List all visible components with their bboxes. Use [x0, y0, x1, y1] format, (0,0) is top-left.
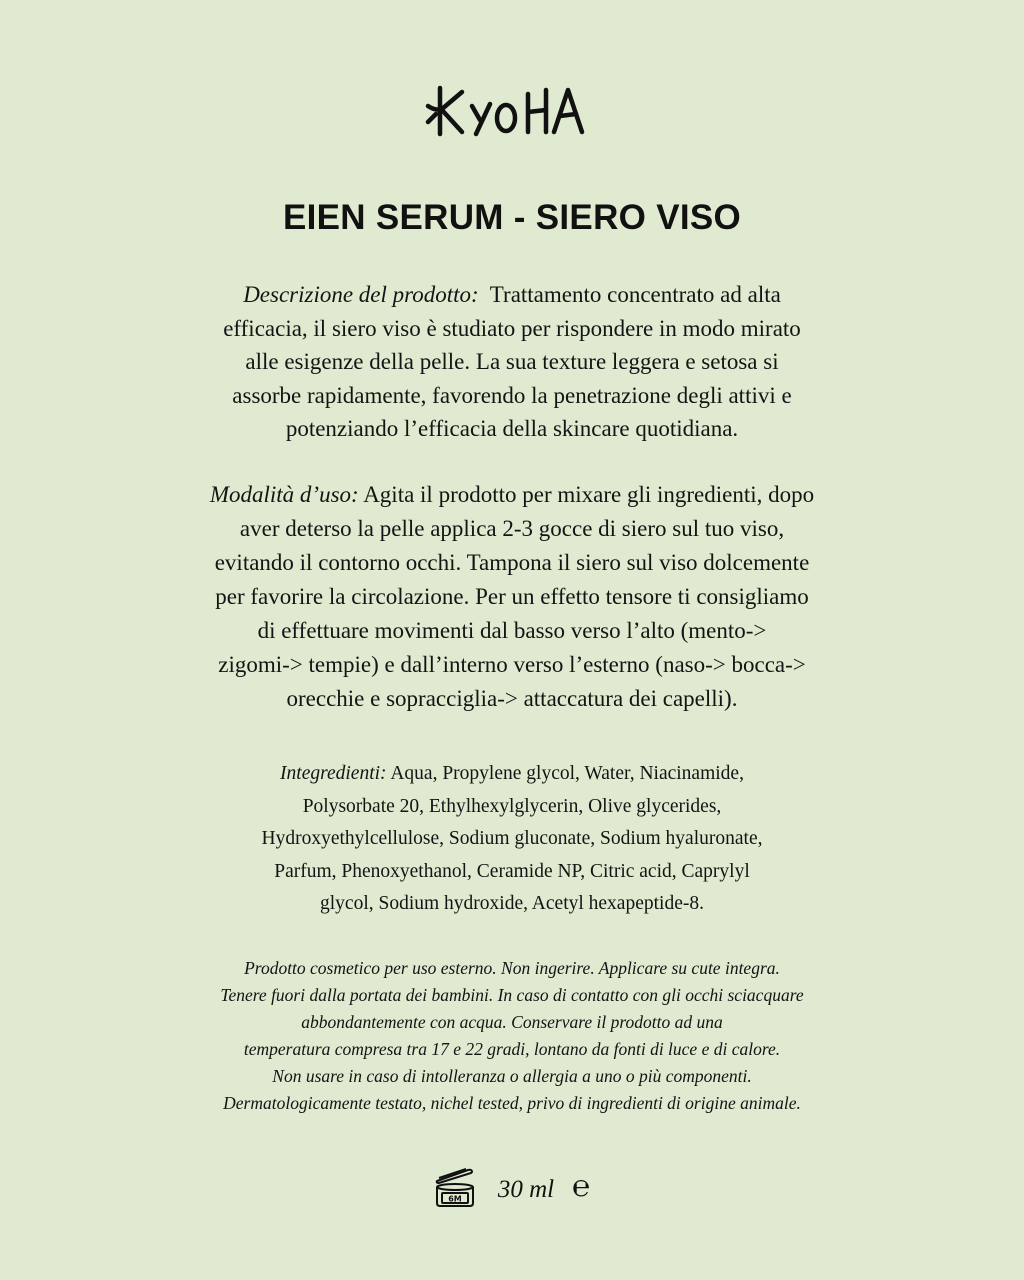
pao-jar-icon: [434, 1166, 476, 1213]
warning-line: temperatura compresa tra 17 e 22 gradi, lontano da fonti di luce e di calore.: [243, 1039, 781, 1059]
usage-line: aver deterso la pelle applica 2-3 gocce di siero sul tuo viso,: [239, 516, 785, 541]
description-line-1: [0, 278, 1024, 312]
usage-line: zigomi-> tempie) e dall’interno verso l’esterno (naso-> bocca->: [218, 652, 806, 677]
ingredients-line-1: [0, 758, 1024, 791]
ingredients-line: glycol, Sodium hydroxide, Acetyl hexapeptide-8.: [320, 893, 704, 914]
ingredients-label: Integredienti:: [280, 763, 387, 784]
description-label: Descrizione del prodotto:: [243, 282, 479, 307]
brand-logo: [0, 82, 1024, 154]
description-line: assorbe rapidamente, favorendo la penetrazione degli attivi e: [232, 382, 792, 408]
description-line: alle esigenze della pelle. La sua texture leggera e setosa si: [245, 349, 779, 374]
usage-section: [0, 478, 1024, 716]
ingredients-line: Polysorbate 20, Ethylhexylglycerin, Olive glycerides,: [302, 795, 722, 817]
usage-line: di effettuare movimenti dal basso verso l’alto (mento->: [257, 618, 767, 643]
ingredients-section: [0, 758, 1024, 921]
warning-line: Dermatologicamente testato, nichel tested, privo di ingredienti di origine animale.: [223, 1093, 801, 1113]
svg-text:6M: 6M: [448, 1194, 462, 1204]
ingredients-line: Parfum, Phenoxyethanol, Ceramide NP, Citric acid, Caprylyl: [274, 860, 750, 882]
warning-line: Tenere fuori dalla portata dei bambini. In caso di contatto con gli occhi sciacquare: [220, 985, 804, 1005]
usage-label: Modalità d’uso:: [209, 482, 359, 507]
product-title: EIEN SERUM - SIERO VISO: [282, 198, 742, 237]
usage-line-1: [0, 478, 1024, 512]
description-line: potenziando l’efficacia della skincare quotidiana.: [285, 416, 739, 441]
description-line: efficacia, il siero viso è studiato per rispondere in modo mirato: [223, 315, 801, 341]
estimated-sign-icon: ℮: [572, 1169, 591, 1203]
kyoha-logo-icon: [422, 82, 602, 142]
ingredients-text: Aqua, Propylene glycol, Water, Niacinamide,: [390, 763, 744, 784]
description-text: Trattamento concentrato ad alta: [489, 282, 781, 307]
footer-symbols: [0, 1166, 1024, 1213]
warning-line: abbondantemente con acqua. Conservare il prodotto ad una: [301, 1012, 723, 1032]
ingredients-line: Hydroxyethylcellulose, Sodium gluconate, Sodium hyaluronate,: [261, 828, 763, 849]
usage-line: orecchie e sopracciglia-> attaccatura dei capelli).: [286, 686, 738, 711]
usage-text: Agita il prodotto per mixare gli ingredienti, dopo: [363, 482, 815, 507]
warnings-section: [0, 955, 1024, 1117]
warning-line: Prodotto cosmetico per uso esterno. Non ingerire. Applicare su cute integra.: [244, 958, 780, 978]
warning-line: Non usare in caso di intolleranza o allergia a uno o più componenti.: [272, 1066, 752, 1086]
volume-label: 30 ml: [497, 1175, 555, 1203]
usage-line: per favorire la circolazione. Per un effetto tensore ti consigliamo: [215, 584, 809, 609]
usage-line: evitando il contorno occhi. Tampona il siero sul viso dolcemente: [214, 550, 810, 575]
description-section: [0, 278, 1024, 446]
